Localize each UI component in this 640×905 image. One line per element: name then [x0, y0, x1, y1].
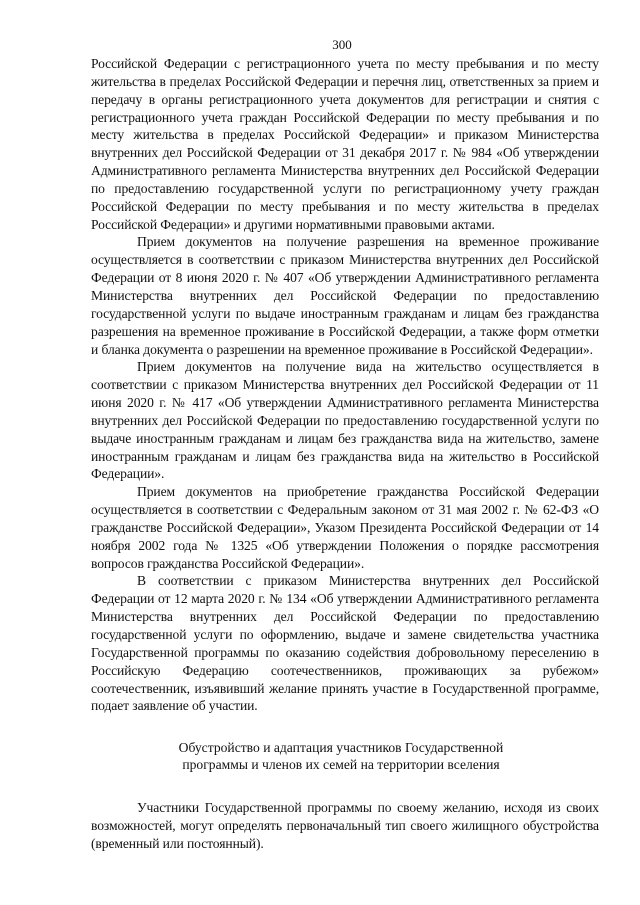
section-heading — [91, 739, 599, 773]
section-heading-line-2: программы и членов их семей на территории вселения — [182, 757, 500, 773]
paragraph-registration-continuation: Российской Федерации с регистрационного учета по месту пребывания и по месту жительства в пределах Российской Федерации и перечня лиц, ответственных за прием и передачу в органы регистрационного учета документов для регистрации и снятия с регистрационного учета граждан Российской Федерации по месту пребывания и по месту жительства в пределах Российской Федерации» и приказом Министерства внутренних дел Российской Федерации от 31 декабря 2017 г. № 984 «Об утверждении Административного регламента Министерства внутренних дел Российской Федерации по предоставлению государственной услуги по регистрационному учету граждан Российской Федерации по месту пребывания и по месту жительства в пределах Российской Федерации» и другими нормативными правовыми актами. — [91, 56, 599, 232]
paragraph-temporary-residence: Прием документов на получение разрешения на временное проживание осуществляется в соответствии с приказом Министерства внутренних дел Российской Федерации от 8 июня 2020 г. № 407 «Об утверждении Административного регламента Министерства внутренних дел Российской Федерации по предоставлению государственной услуги по выдаче иностранным гражданам и лицам без гражданства разрешения на временное проживание в Российской Федерации, а также форм отметки и бланка документа о разрешении на временное проживание в Российской Федерации». — [91, 234, 599, 357]
paragraph-residence-permit: Прием документов на получение вида на жительство осуществляется в соответствии с приказом Министерства внутренних дел Российской Федерации от 11 июня 2020 г. № 417 «Об утверждении Административного регламента Министерства внутренних дел Российской Федерации по предоставлению государственной услуги по выдаче иностранным гражданам и лицам без гражданства вида на жительство, замене иностранным гражданам и лицам без гражданства вида на жительство в Российской Федерации». — [91, 359, 599, 482]
page-number: 300 — [332, 37, 352, 52]
paragraph-citizenship: Прием документов на приобретение гражданства Российской Федерации осуществляется в соответствии с Федеральным законом от 31 мая 2002 г. № 62-ФЗ «О гражданстве Российской Федерации», Указом Президента Российской Федерации от 14 ноября 2002 года № 1325 «Об утверждении Положения о порядке рассмотрения вопросов гражданства Российской Федерации». — [91, 484, 599, 571]
section-heading-line-1: Обустройство и адаптация участников Государственной — [178, 740, 504, 756]
paragraph-housing-arrangement: Участники Государственной программы по своему желанию, исходя из своих возможностей, могут определять первоначальный тип своего жилищного обустройства (временный или постоянный). — [91, 800, 599, 851]
paragraph-program-application: В соответствии с приказом Министерства внутренних дел Российской Федерации от 12 марта 2020 г. № 134 «Об утверждении Административного регламента Министерства внутренних дел Российской Федерации по предоставлению государственной услуги по оформлению, выдаче и замене свидетельства участника Государственной программы по оказанию содействия добровольному переселению в Российскую Федерацию соотечественников, проживающих за рубежом» соотечественник, изъявивший желание принять участие в Государственной программе, подает заявление об участии. — [91, 573, 599, 714]
